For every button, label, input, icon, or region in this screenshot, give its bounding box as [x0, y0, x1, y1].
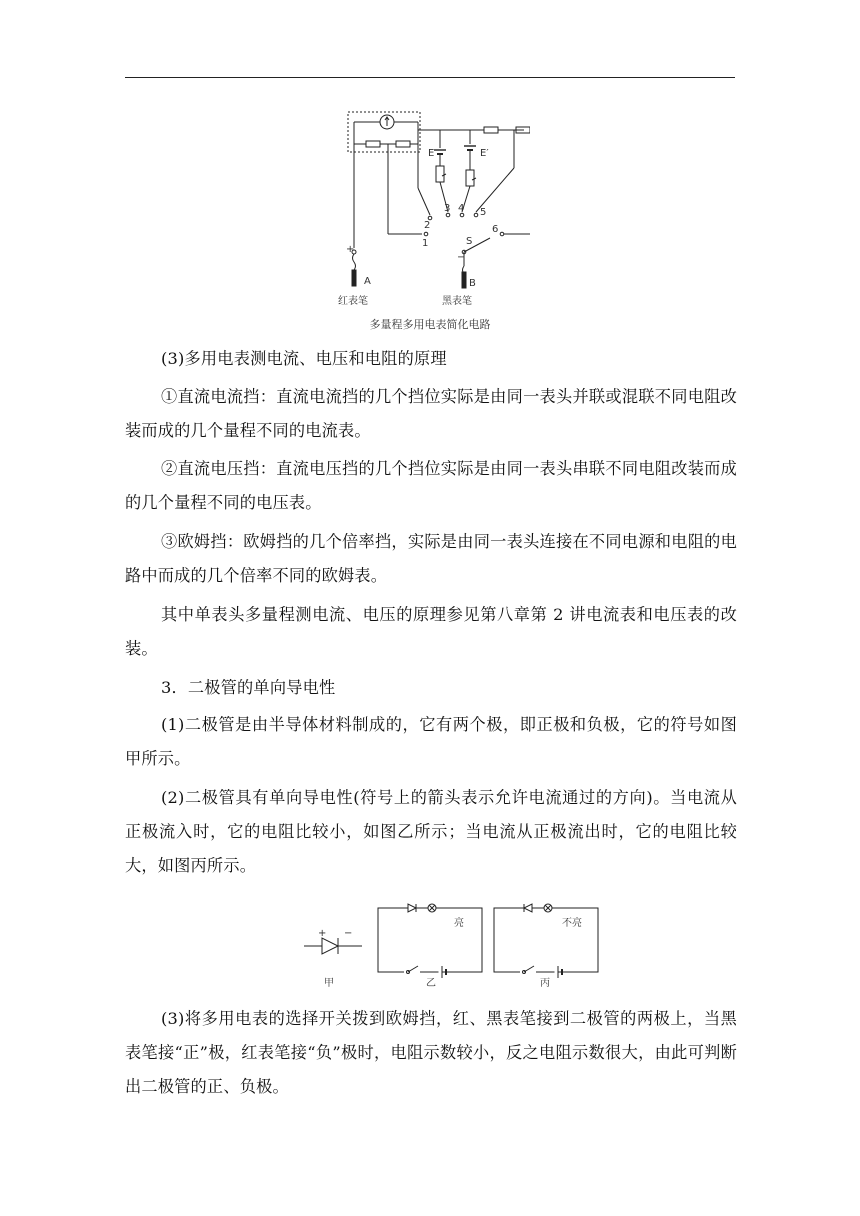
diode-figure — [300, 900, 610, 996]
rheostat — [436, 166, 444, 182]
paragraph: 其中单表头多量程测电流、电压的原理参见第八章第 2 讲电流表和电压表的改装。 — [125, 605, 737, 658]
paragraph: (3)将多用电表的选择开关拨到欧姆挡，红、黑表笔接到二极管的两极上，当黑表笔接“正”极，红表笔接“负”极时，电阻示数较小，反之电阻示数很大，由此可判断出二极管的正、负极。 — [125, 1009, 737, 1096]
resistor — [484, 127, 498, 133]
label-b: B — [469, 278, 476, 289]
paragraph: ②直流电压挡：直流电压挡的几个挡位实际是由同一表头串联不同电阻改装而成的几个量程不同的电压表。 — [125, 459, 737, 512]
label-sw4: 4 — [458, 203, 465, 214]
paragraph: ①直流电流挡：直流电流挡的几个挡位实际是由同一表头并联或混联不同电阻改装而成的几个量程不同的电流表。 — [125, 387, 737, 440]
figure-caption: 多量程多用电表简化电路 — [369, 318, 491, 331]
label-sw3: 3 — [444, 203, 451, 214]
label-e-prime: E′ — [480, 148, 489, 159]
label-a: A — [364, 276, 371, 287]
label-sw1: 1 — [422, 238, 429, 249]
label-yi: 乙 — [426, 978, 436, 989]
meter-head-box — [348, 112, 420, 152]
section-heading: 3．二极管的单向导电性 — [161, 678, 336, 697]
label-sw2: 2 — [424, 220, 431, 231]
resistor — [396, 141, 410, 147]
multimeter-circuit-figure — [330, 108, 530, 308]
label-black-probe: 黑表笔 — [442, 296, 472, 307]
label-bing: 丙 — [540, 978, 550, 989]
label-jia: 甲 — [324, 978, 334, 989]
label-liang: 亮 — [454, 918, 464, 929]
label-sw6: 6 — [492, 224, 499, 235]
paragraph: (3)多用电表测电流、电压和电阻的原理 — [161, 349, 447, 368]
label-minus: − — [457, 252, 466, 263]
diode-icon — [322, 938, 338, 954]
paragraph: (2)二极管具有单向导电性(符号上的箭头表示允许电流通过的方向)。当电流从正极流入时，它的电阻比较小，如图乙所示；当电流从正极流出时，它的电阻比较大，如图丙所示。 — [125, 788, 737, 875]
label-e: E — [428, 148, 435, 159]
resistor — [366, 141, 380, 147]
label-sw5: 5 — [480, 207, 487, 218]
header-rule — [125, 77, 735, 78]
rheostat — [466, 170, 474, 186]
label-red-probe: 红表笔 — [338, 296, 368, 307]
label-bu-liang: 不亮 — [562, 918, 582, 929]
paragraph: (1)二极管是由半导体材料制成的，它有两个极，即正极和负极，它的符号如图甲所示。 — [125, 715, 737, 768]
diode-icon — [524, 904, 532, 912]
black-probe-icon — [462, 272, 466, 288]
label-s: S — [466, 236, 473, 247]
label-plus: + — [346, 244, 355, 255]
label-minus: − — [344, 928, 353, 939]
label-plus: + — [318, 928, 327, 939]
paragraph: ③欧姆挡：欧姆挡的几个倍率挡，实际是由同一表头连接在不同电源和电阻的电路中而成的几个倍率不同的欧姆表。 — [125, 532, 737, 585]
red-probe-icon — [352, 270, 356, 286]
diode-icon — [408, 904, 416, 912]
